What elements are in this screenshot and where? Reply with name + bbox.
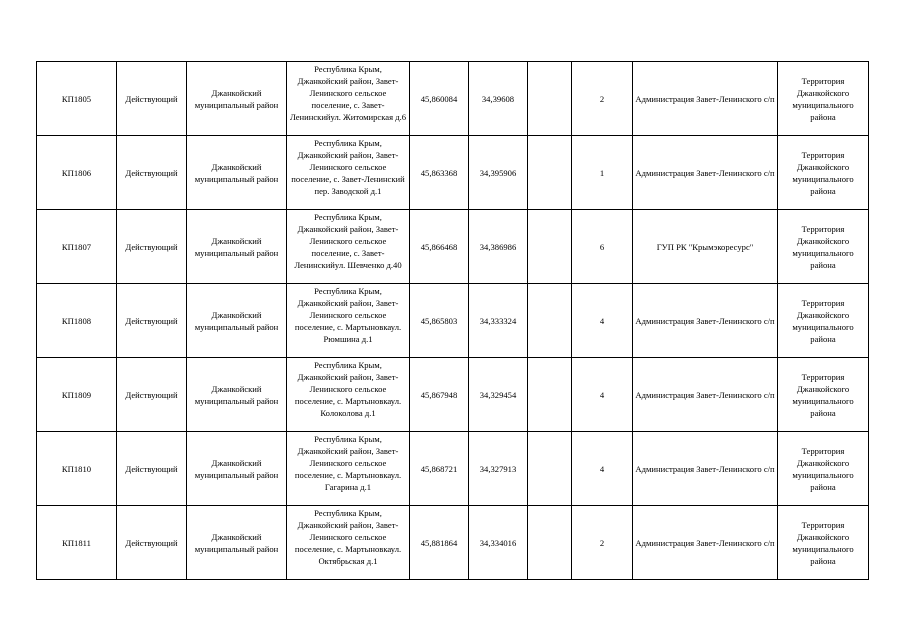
longitude-cell: 34,39608	[469, 62, 528, 136]
owner-cell: Администрация Завет-Ленинского с/п	[633, 284, 778, 358]
empty-cell	[528, 506, 572, 580]
status-cell: Действующий	[117, 506, 187, 580]
address-cell: Республика Крым, Джанкойский район, Завет-Ленинского сельское поселение, с. Мартыновкаул. Гагарина д.1	[287, 432, 410, 506]
site-code-cell: КП1806	[37, 136, 117, 210]
district-cell: Джанкойский муниципальный район	[187, 284, 287, 358]
longitude-cell: 34,334016	[469, 506, 528, 580]
empty-cell	[528, 432, 572, 506]
service-area-cell: Территория Джанкойского муниципального района	[778, 210, 869, 284]
owner-cell: Администрация Завет-Ленинского с/п	[633, 358, 778, 432]
latitude-cell: 45,868721	[410, 432, 469, 506]
latitude-cell: 45,866468	[410, 210, 469, 284]
status-cell: Действующий	[117, 358, 187, 432]
table-row	[37, 358, 869, 432]
container-count-cell: 2	[572, 506, 633, 580]
status-cell: Действующий	[117, 62, 187, 136]
owner-cell: Администрация Завет-Ленинского с/п	[633, 62, 778, 136]
container-count-cell: 4	[572, 284, 633, 358]
address-cell: Республика Крым, Джанкойский район, Завет-Ленинского сельское поселение, с. Завет-Ленинский пер. Заводской д.1	[287, 136, 410, 210]
district-cell: Джанкойский муниципальный район	[187, 136, 287, 210]
latitude-cell: 45,865803	[410, 284, 469, 358]
status-cell: Действующий	[117, 284, 187, 358]
container-count-cell: 4	[572, 358, 633, 432]
status-cell: Действующий	[117, 432, 187, 506]
latitude-cell: 45,863368	[410, 136, 469, 210]
site-code-cell: КП1805	[37, 62, 117, 136]
owner-cell: Администрация Завет-Ленинского с/п	[633, 136, 778, 210]
site-code-cell: КП1809	[37, 358, 117, 432]
service-area-cell: Территория Джанкойского муниципального района	[778, 358, 869, 432]
longitude-cell: 34,327913	[469, 432, 528, 506]
site-code-cell: КП1808	[37, 284, 117, 358]
address-cell: Республика Крым, Джанкойский район, Завет-Ленинского сельское поселение, с. Мартыновкаул. Октябрьская д.1	[287, 506, 410, 580]
address-cell: Республика Крым, Джанкойский район, Завет-Ленинского сельское поселение, с. Завет-Ленинскийул. Житомирская д.6	[287, 62, 410, 136]
owner-cell: Администрация Завет-Ленинского с/п	[633, 506, 778, 580]
empty-cell	[528, 210, 572, 284]
latitude-cell: 45,860084	[410, 62, 469, 136]
site-code-cell: КП1811	[37, 506, 117, 580]
table-row	[37, 62, 869, 136]
site-code-cell: КП1810	[37, 432, 117, 506]
empty-cell	[528, 358, 572, 432]
district-cell: Джанкойский муниципальный район	[187, 62, 287, 136]
table-row	[37, 284, 869, 358]
container-sites-table	[36, 61, 869, 580]
table-row	[37, 210, 869, 284]
status-cell: Действующий	[117, 210, 187, 284]
service-area-cell: Территория Джанкойского муниципального района	[778, 62, 869, 136]
empty-cell	[528, 136, 572, 210]
service-area-cell: Территория Джанкойского муниципального района	[778, 284, 869, 358]
table-body	[37, 62, 869, 580]
registry-page	[36, 61, 869, 580]
table-row	[37, 506, 869, 580]
district-cell: Джанкойский муниципальный район	[187, 210, 287, 284]
container-count-cell: 2	[572, 62, 633, 136]
district-cell: Джанкойский муниципальный район	[187, 358, 287, 432]
service-area-cell: Территория Джанкойского муниципального района	[778, 432, 869, 506]
owner-cell: ГУП РК "Крымэкоресурс"	[633, 210, 778, 284]
address-cell: Республика Крым, Джанкойский район, Завет-Ленинского сельское поселение, с. Завет-Ленинскийул. Шевченко д.40	[287, 210, 410, 284]
empty-cell	[528, 284, 572, 358]
district-cell: Джанкойский муниципальный район	[187, 432, 287, 506]
container-count-cell: 4	[572, 432, 633, 506]
service-area-cell: Территория Джанкойского муниципального района	[778, 136, 869, 210]
latitude-cell: 45,867948	[410, 358, 469, 432]
service-area-cell: Территория Джанкойского муниципального района	[778, 506, 869, 580]
longitude-cell: 34,386986	[469, 210, 528, 284]
address-cell: Республика Крым, Джанкойский район, Завет-Ленинского сельское поселение, с. Мартыновкаул. Колоколова д.1	[287, 358, 410, 432]
longitude-cell: 34,333324	[469, 284, 528, 358]
empty-cell	[528, 62, 572, 136]
container-count-cell: 1	[572, 136, 633, 210]
table-row	[37, 136, 869, 210]
site-code-cell: КП1807	[37, 210, 117, 284]
container-count-cell: 6	[572, 210, 633, 284]
status-cell: Действующий	[117, 136, 187, 210]
district-cell: Джанкойский муниципальный район	[187, 506, 287, 580]
owner-cell: Администрация Завет-Ленинского с/п	[633, 432, 778, 506]
latitude-cell: 45,881864	[410, 506, 469, 580]
address-cell: Республика Крым, Джанкойский район, Завет-Ленинского сельское поселение, с. Мартыновкаул. Рюмшина д.1	[287, 284, 410, 358]
longitude-cell: 34,329454	[469, 358, 528, 432]
table-row	[37, 432, 869, 506]
longitude-cell: 34,395906	[469, 136, 528, 210]
